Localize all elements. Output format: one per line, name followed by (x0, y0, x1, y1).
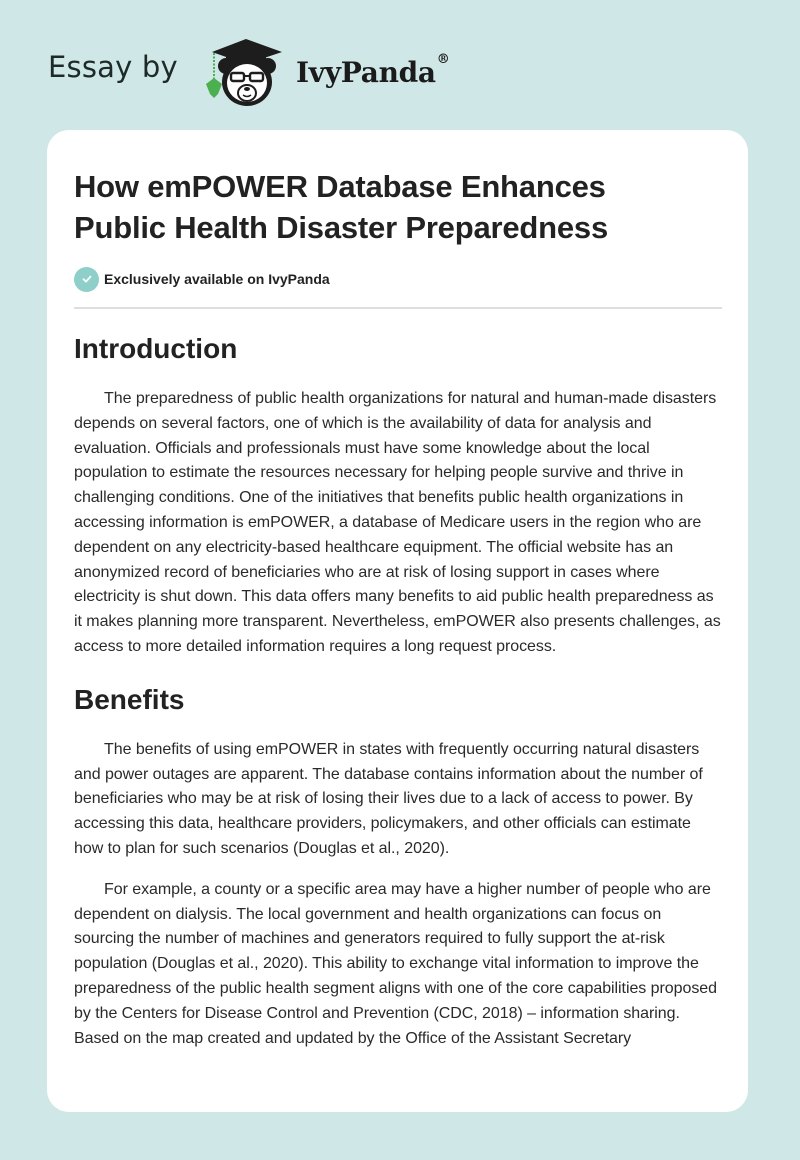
section-heading-benefits: Benefits (74, 683, 185, 715)
badge-text: Exclusively available on IvyPanda (104, 271, 330, 287)
registered-mark: ® (436, 52, 450, 67)
site-header (0, 0, 800, 120)
brand-name: IvyPanda (296, 56, 436, 89)
title-line-1: How emPOWER Database Enhances (74, 169, 606, 204)
check-circle-icon (74, 267, 99, 292)
essay-by-label: Essay by (48, 50, 178, 84)
essay-card (47, 130, 748, 1112)
page-title (74, 166, 722, 248)
paragraph: The benefits of using emPOWER in states with frequently occurring natural disasters and power outages are apparent. The database contains information about the number of beneficiaries who may be at risk of losing their lives due to a lack of access to power. By accessing this data, healthcare providers, policymakers, and other officials can estimate how to plan for such scenarios (Douglas et al., 2020). (74, 740, 703, 857)
title-line-2: Public Health Disaster Preparedness (74, 210, 609, 245)
divider (74, 307, 722, 309)
panda-graduate-icon[interactable] (200, 36, 292, 108)
paragraph: For example, a county or a specific area may have a higher number of people who are dependent on dialysis. The local government and health organizations can focus on sourcing the number of machines and generators required to fully support the at-risk population (Douglas et al., 2020). This ability to exchange vital information to improve the preparedness of the public health segment aligns with one of the core capabilities proposed by the Centers for Disease Control and Prevention (CDC, 2018) – information sharing. Based on the map created and updated by the Office of the Assistant Secretary (74, 880, 717, 1047)
brand-logo-text[interactable] (296, 52, 450, 89)
paragraph: The preparedness of public health organizations for natural and human-made disasters depends on several factors, one of which is the availability of data for analysis and evaluation. Officials and professionals must have some knowledge about the local population to estimate the resources necessary for helping people survive and thrive in challenging conditions. One of the initiatives that benefits public health organizations in accessing information is emPOWER, a database of Medicare users in the region who are dependent on any electricity-based healthcare equipment. The official website has an anonymized record of beneficiaries who are at risk of losing support in cases where electricity is shut down. This data offers many benefits to aid public health preparedness as it makes planning more transparent. Nevertheless, emPOWER also presents challenges, as access to more detailed information requires a long request process. (74, 390, 721, 655)
exclusive-badge (74, 266, 722, 292)
section-heading-introduction: Introduction (74, 333, 238, 364)
